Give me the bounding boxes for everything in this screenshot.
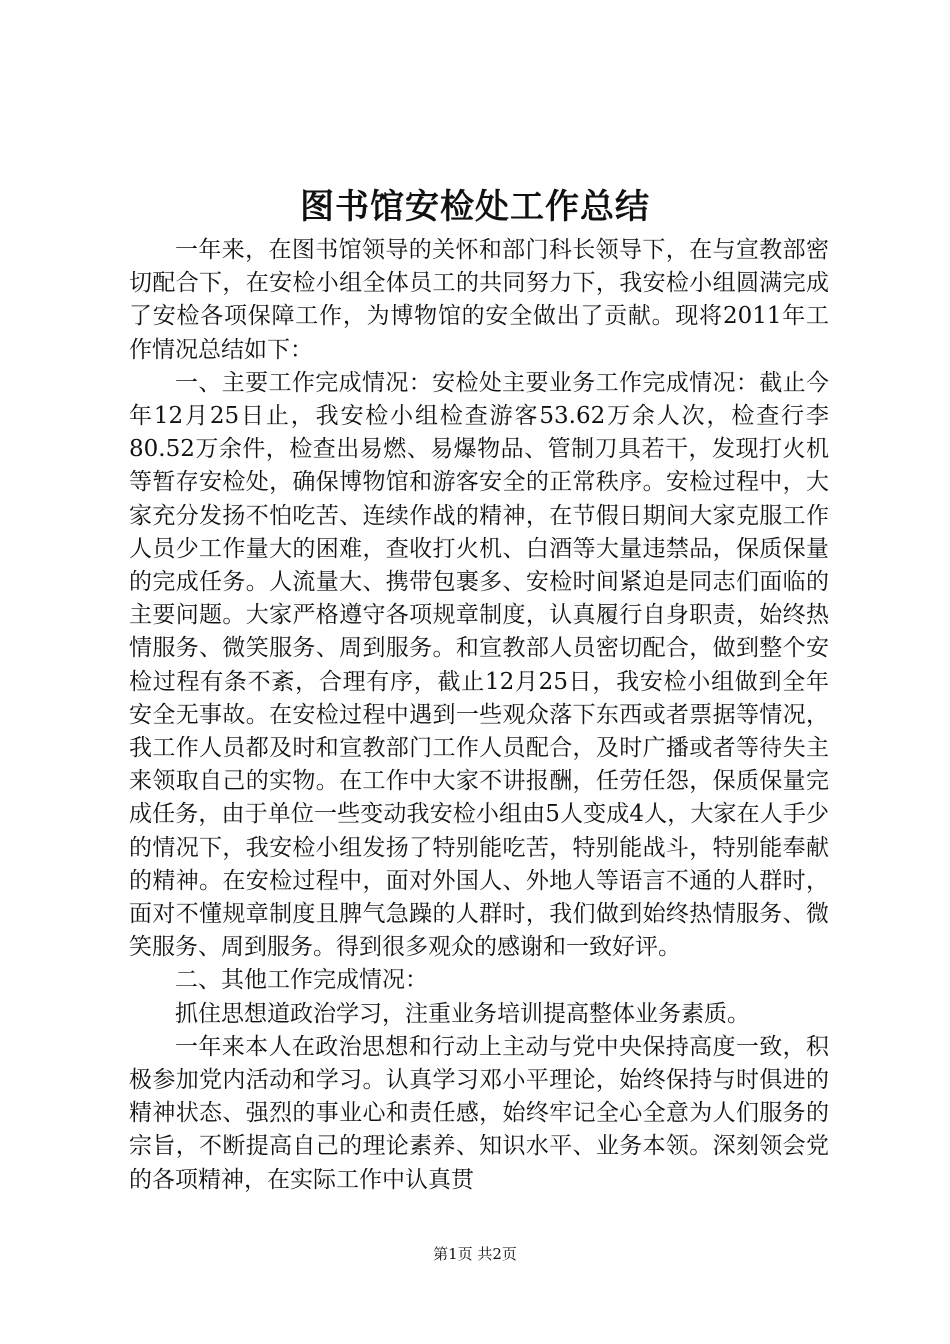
paragraph-main-work: 一、主要工作完成情况：安检处主要业务工作完成情况：截止今年12月25日止，我安检小组检查游客53.62万余人次，检查行李80.52万余件，检查出易燃、易爆物品、管制刀具若干，发现打火机等暂存安检处，确保博物馆和游客安全的正常秩序。安检过程中，大家充分发扬不怕吃苦、连续作战的精神，在节假日期间大家克服工作人员少工作量大的困难，查收打火机、白酒等大量违禁品，保质保量的完成任务。人流量大、携带包裹多、安检时间紧迫是同志们面临的主要问题。大家严格遵守各项规章制度，认真履行自身职责，始终热情服务、微笑服务、周到服务。和宣教部人员密切配合，做到整个安检过程有条不紊，合理有序，截止12月25日，我安检小组做到全年安全无事故。在安检过程中遇到一些观众落下东西或者票据等情况，我工作人员都及时和宣教部门工作人员配合，及时广播或者等待失主来领取自己的实物。在工作中大家不讲报酬，任劳任怨，保质保量完成任务，由于单位一些变动我安检小组由5人变成4人，大家在人手少的情况下，我安检小组发扬了特别能吃苦，特别能战斗，特别能奉献的精神。在安检过程中，面对外国人、外地人等语言不通的人群时，面对不懂规章制度且脾气急躁的人群时，我们做到始终热情服务、微笑服务、周到服务。得到很多观众的感谢和一致好评。 [129,369,829,961]
page-footer: 第1页 共2页 [433,1245,517,1263]
paragraph-study: 抓住思想道政治学习，注重业务培训提高整体业务素质。 [175,1000,750,1027]
paragraph-intro: 一年来，在图书馆领导的关怀和部门科长领导下，在与宣教部密切配合下，在安检小组全体员工的共同努力下，我安检小组圆满完成了安检各项保障工作，为博物馆的安全做出了贡献。现将2011年工作情况总结如下： [129,237,829,363]
document-title: 图书馆安检处工作总结 [300,187,650,227]
paragraph-other-work-heading: 二、其他工作完成情况： [175,967,428,994]
document-body [129,234,829,1197]
paragraph-politics: 一年来本人在政治思想和行动上主动与党中央保持高度一致，积极参加党内活动和学习。认真学习邓小平理论，始终保持与时俱进的精神状态、强烈的事业心和责任感，始终牢记全心全意为人们服务的宗旨，不断提高自己的理论素养、知识水平、业务本领。深刻领会党的各项精神，在实际工作中认真贯 [129,1033,829,1193]
